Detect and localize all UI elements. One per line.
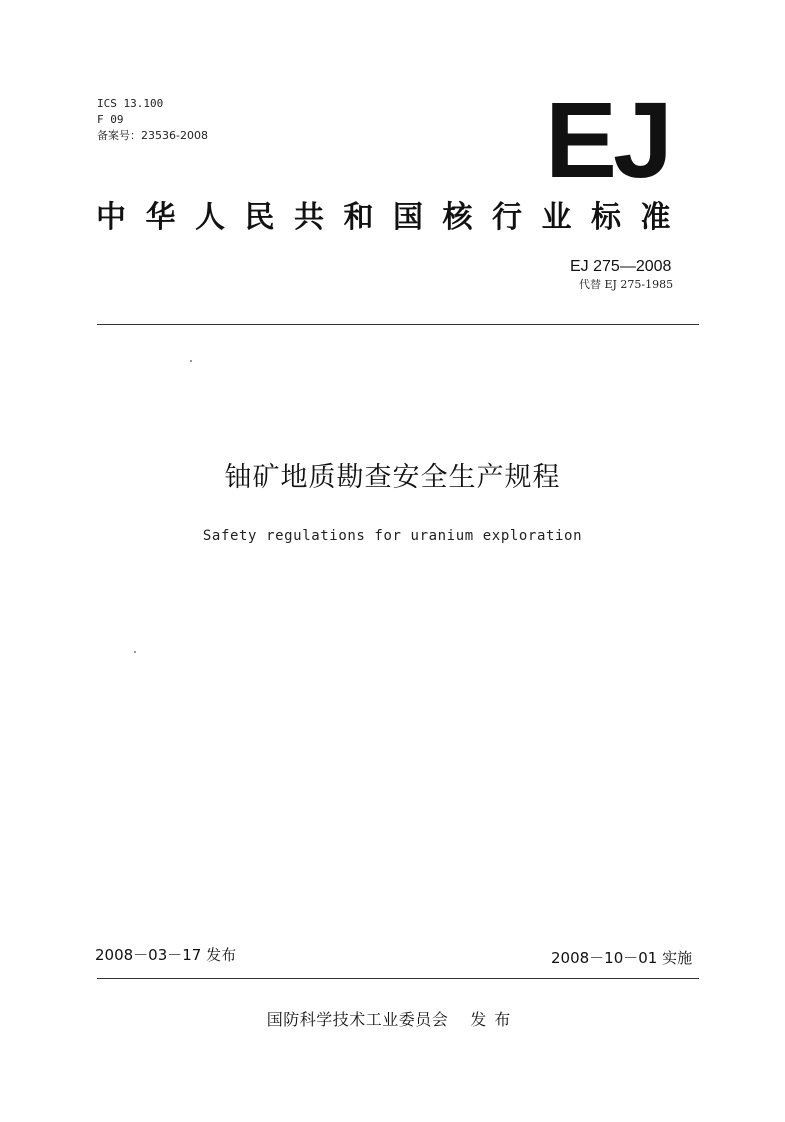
effective-date: 2008－10－01 实施 xyxy=(551,949,693,967)
footer-divider xyxy=(97,978,699,979)
scan-speck xyxy=(134,651,136,653)
standard-organization: 中华人民共和国核行业标准 xyxy=(96,200,690,235)
ej-logo: EJ xyxy=(545,79,670,200)
ccs-code: F 09 xyxy=(97,113,124,126)
issuer-organization: 国防科学技术工业委员会 xyxy=(266,1010,449,1029)
issuer-action: 发布 xyxy=(470,1010,519,1029)
header-divider xyxy=(97,324,699,325)
replaces-standard: 代替 EJ 275-1985 xyxy=(579,278,674,291)
standard-number: EJ 275—2008 xyxy=(570,258,672,275)
filing-number: 备案号：23536-2008 xyxy=(97,129,208,142)
document-title-english: Safety regulations for uranium exploration xyxy=(202,528,583,544)
issued-date: 2008－03－17 发布 xyxy=(95,946,237,964)
scan-speck xyxy=(190,360,192,362)
issuer-line xyxy=(0,1009,785,1031)
document-title-chinese: 铀矿地质勘查安全生产规程 xyxy=(224,462,561,493)
ics-code: ICS 13.100 xyxy=(97,97,164,110)
